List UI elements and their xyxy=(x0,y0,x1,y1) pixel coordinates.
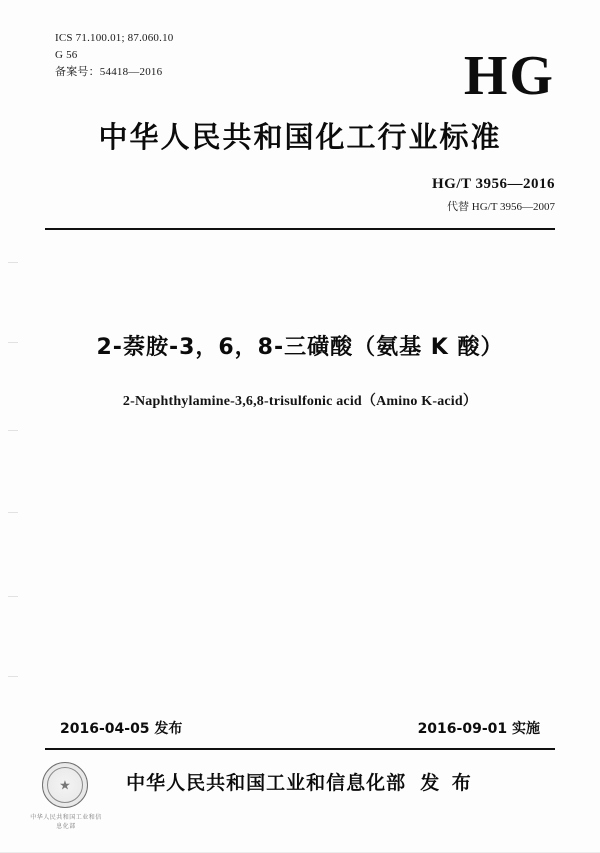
standard-number-block xyxy=(432,176,555,214)
ministry-emblem-icon xyxy=(42,762,88,808)
publisher-line xyxy=(0,768,600,795)
emblem-star-icon: ★ xyxy=(59,777,71,793)
national-standard-title: 中华人民共和国化工行业标准 xyxy=(98,120,502,154)
margin-tick xyxy=(8,676,18,677)
header-block xyxy=(55,30,555,107)
subject-title-chinese: 2-萘胺-3，6，8-三磺酸（氨基 K 酸） xyxy=(96,335,504,360)
date-row xyxy=(60,718,540,738)
divider-top xyxy=(45,228,555,230)
replaced-standard: 代替 HG/T 3956—2007 xyxy=(447,201,555,213)
standard-number: HG/T 3956—2016 xyxy=(432,176,555,192)
implementation-date: 2016-09-01 实施 xyxy=(417,721,540,737)
emblem-caption: 中华人民共和国工业和信息化部 xyxy=(30,814,102,830)
publisher-name: 中华人民共和国工业和信息化部 xyxy=(126,772,407,794)
issue-date: 2016-04-05 发布 xyxy=(60,721,183,737)
margin-tick xyxy=(8,430,18,431)
ics-code: ICS 71.100.01; 87.060.10 xyxy=(55,32,174,44)
divider-bottom xyxy=(45,748,555,750)
record-number: 备案号：54418—2016 xyxy=(55,66,163,79)
publisher-issue-word: 发 布 xyxy=(420,772,474,794)
margin-tick xyxy=(8,262,18,263)
classification-code: G 56 xyxy=(55,49,78,62)
margin-tick xyxy=(8,596,18,597)
hg-logo: HG xyxy=(463,45,555,107)
subject-title-english: 2-Naphthylamine-3,6,8-trisulfonic acid（Amino K-acid） xyxy=(122,394,478,409)
margin-tick xyxy=(8,512,18,513)
